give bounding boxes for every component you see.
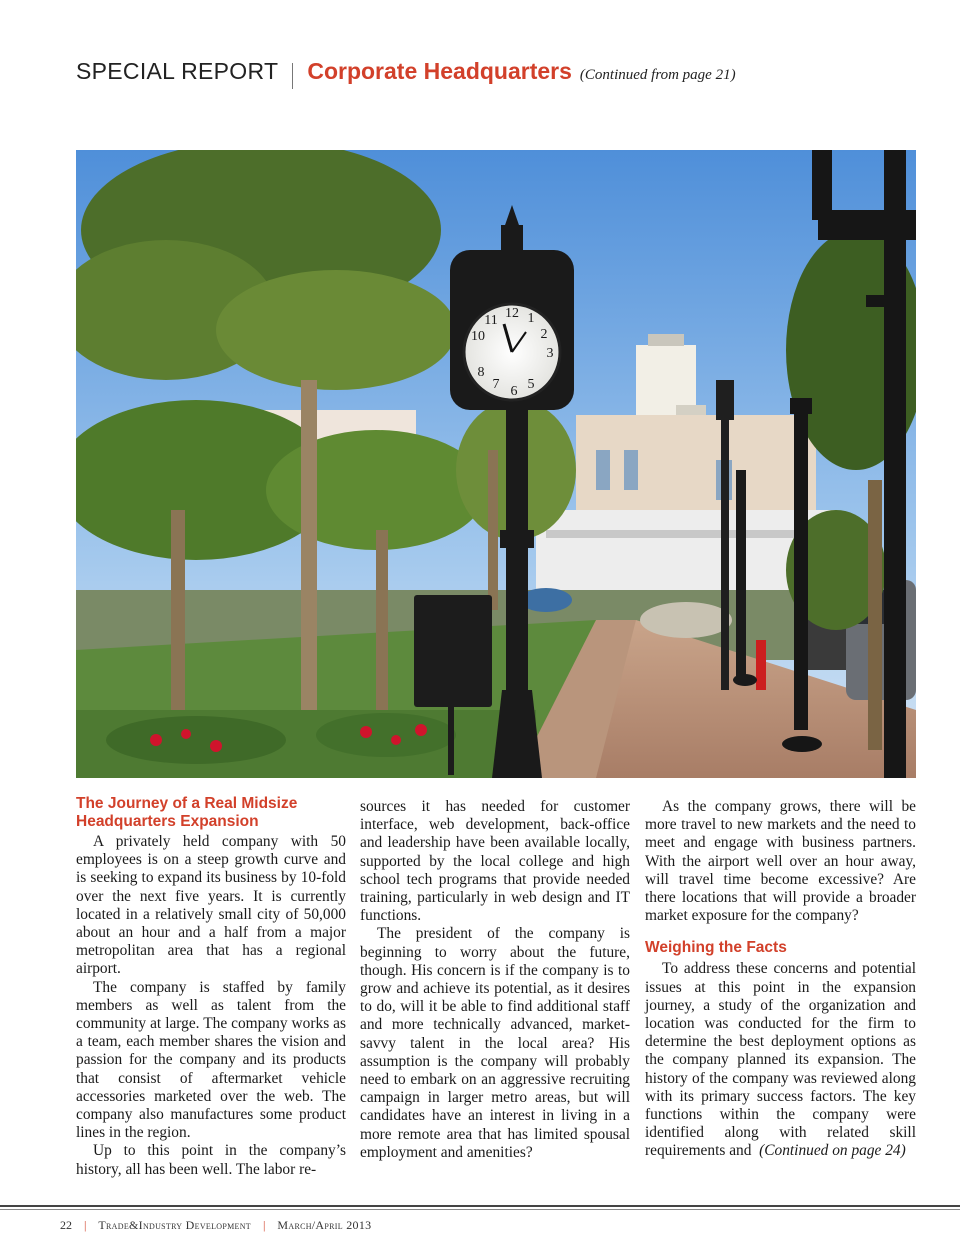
page-number: 22 (60, 1217, 72, 1232)
clock-numeral: 7 (492, 377, 500, 392)
article-paragraph: A privately held company with 50 employees is on a steep growth curve and is seeking to expand its business by 10-fold over the next five years. It is currently located in a relatively small city of 50,000 about an hour and a half from a major metropolitan area that has a regional airport. (76, 833, 346, 978)
continued-on-link[interactable]: (Continued on page 24) (759, 1142, 906, 1160)
page-header (76, 58, 916, 94)
article-heading: The Journey of a Real Midsize Headquarters Expansion (76, 795, 298, 830)
article-column-3 (645, 798, 916, 1161)
footer-rule-thin (0, 1209, 960, 1210)
header-divider (292, 63, 293, 89)
article-paragraph: As the company grows, there will be more travel to new markets and the need to meet and engage with business partners. With the airport well over an hour away, will travel time become excessive? Are there locations that will provide a broader market exposure for the company? (645, 798, 916, 925)
footer-rule (0, 1205, 960, 1207)
clock-numeral: 2 (540, 327, 548, 342)
article-column-2 (360, 798, 630, 1162)
street-clock-photo (76, 150, 916, 778)
clock-numeral: 1 (527, 311, 535, 326)
section-heading: Weighing the Facts (645, 939, 787, 957)
issue-date: March/April 2013 (277, 1217, 372, 1232)
report-title: Corporate Headquarters (307, 58, 572, 84)
footer-divider: | (262, 1217, 266, 1232)
article-column-1 (76, 795, 346, 1179)
page-footer (60, 1216, 371, 1234)
continued-from-note: (Continued from page 21) (579, 67, 736, 83)
clock-numeral: 5 (527, 377, 535, 392)
clock-numeral: 6 (510, 384, 518, 399)
article-paragraph: Up to this point in the company’s history, all has been well. The labor re- (76, 1142, 346, 1178)
footer-divider: | (84, 1217, 87, 1232)
clock-numeral: 3 (546, 346, 554, 361)
article-body (76, 795, 916, 1185)
article-paragraph: The president of the company is beginning to worry about the future, though. His concern is if the company is to grow and achieve its potential, as it desires to do, will it be able to find additional staff and more technically advanced, market-savvy talent in the local area? His assumption is the company will probably need to embark on an aggressive recruiting campaign in larger metro areas, but will candidates have an interest in living in a more remote area that has limited spousal employment and amenities? (360, 925, 630, 1161)
clock-numeral: 8 (477, 365, 485, 380)
section-label: SPECIAL REPORT (76, 58, 279, 84)
clock-numeral: 10 (471, 329, 485, 344)
article-paragraph-text: To address these concerns and potential issues at this point in the expansion journey, a study of the organization and location was conducted for the firm to determine the best deployment options as the company planned its expansion. The history of the company was reviewed along with its primary success factors. The key functions within the company were identified along with related skill requirements and (645, 960, 916, 1160)
article-paragraph: The company is staffed by family members as well as talent from the community at large. The company works as a team, each member shares the vision and passion for the company and its products that consist of aftermarket vehicle accessories marketed over the web. The company also manufactures some product lines in the region. (76, 978, 346, 1142)
article-paragraph: sources it has needed for customer interface, web development, back-office and leadership have been available locally, supported by the local college and high school tech programs that provide needed training, particularly in web design and IT functions. (360, 798, 630, 925)
article-paragraph (645, 960, 916, 1160)
clock-numeral: 11 (484, 313, 498, 328)
clock-numeral: 12 (505, 306, 519, 321)
publication-name: Trade&Industry Development (98, 1217, 251, 1232)
